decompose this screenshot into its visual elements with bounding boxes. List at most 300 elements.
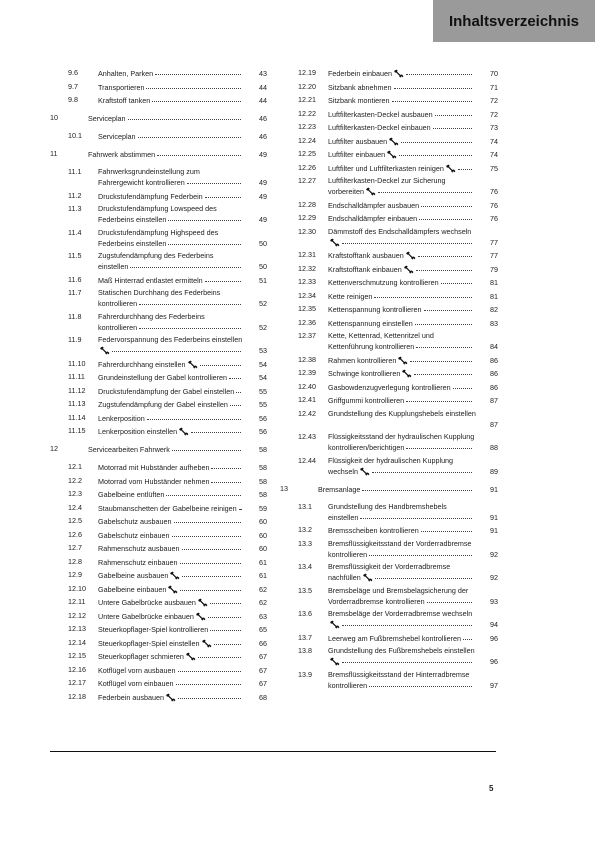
toc-entry[interactable]	[280, 395, 498, 406]
toc-entry[interactable]	[50, 167, 267, 188]
toc-entry[interactable]	[50, 444, 267, 455]
toc-entry[interactable]	[50, 312, 267, 333]
toc-entry-title-wrap	[98, 312, 245, 333]
wrench-icon	[100, 346, 110, 355]
toc-entry[interactable]	[50, 149, 267, 160]
toc-entry-page: 65	[259, 625, 267, 634]
wrench-icon	[166, 693, 176, 702]
toc-entry[interactable]	[280, 502, 498, 523]
dot-leader	[435, 108, 472, 116]
toc-entry-page: 44	[259, 96, 267, 105]
toc-entry-title-wrap	[98, 462, 245, 473]
dot-leader	[399, 148, 472, 156]
toc-entry-title-wrap	[328, 122, 476, 133]
toc-entry[interactable]	[50, 359, 267, 370]
toc-entry-page: 82	[490, 305, 498, 314]
toc-entry[interactable]	[50, 82, 267, 93]
toc-entry-title-wrap	[328, 331, 476, 352]
toc-entry-title: Motorrad mit Hubständer aufheben	[98, 463, 210, 472]
toc-entry-page: 62	[259, 598, 267, 607]
toc-entry-number: 13.3	[298, 538, 312, 548]
toc-entry[interactable]	[280, 355, 498, 366]
toc-entry-page: 67	[259, 665, 267, 675]
toc-entry[interactable]	[50, 113, 267, 124]
toc-entry[interactable]	[50, 516, 267, 527]
toc-entry-title-wrap	[98, 530, 245, 541]
toc-entry[interactable]	[50, 570, 267, 581]
toc-entry-title-wrap	[328, 82, 476, 93]
toc-entry-title: Motorrad vom Hubständer nehmen	[98, 476, 210, 486]
toc-entry-title-wrap	[328, 382, 476, 393]
toc-entry[interactable]	[280, 586, 498, 607]
toc-entry-title-wrap	[328, 502, 476, 523]
toc-entry-page: 58	[259, 463, 267, 472]
toc-entry-number: 11.12	[68, 385, 86, 395]
dot-leader	[211, 475, 241, 483]
toc-entry-page: 87	[490, 419, 498, 429]
toc-entry[interactable]	[50, 386, 267, 397]
wrench-icon	[406, 251, 416, 260]
dot-leader	[138, 130, 241, 138]
toc-entry[interactable]	[280, 227, 498, 248]
dot-leader	[187, 176, 241, 184]
toc-entry-title-wrap	[98, 413, 245, 424]
toc-entry-number: 12.13	[68, 624, 86, 633]
toc-entry-number: 13.8	[298, 646, 312, 655]
dot-leader	[406, 394, 472, 402]
dot-leader	[230, 398, 241, 406]
toc-entry[interactable]	[280, 68, 498, 79]
toc-entry[interactable]	[280, 122, 498, 133]
dot-leader	[419, 212, 472, 220]
dot-leader	[205, 274, 241, 282]
wrench-icon	[202, 639, 212, 648]
toc-entry[interactable]	[280, 409, 498, 430]
dot-leader	[342, 618, 472, 626]
toc-entry[interactable]	[50, 275, 267, 286]
toc-entry[interactable]	[50, 95, 267, 106]
toc-entry-page: 58	[259, 490, 267, 499]
toc-entry-number: 13.9	[298, 669, 312, 679]
toc-entry-page: 63	[259, 611, 267, 621]
toc-entry-page: 84	[490, 342, 498, 351]
wrench-icon	[179, 427, 189, 436]
toc-entry[interactable]	[50, 584, 267, 595]
toc-entry-title: Luftfilter und Luftfilterkasten reinigen	[328, 163, 444, 173]
dot-leader	[168, 237, 241, 245]
toc-entry[interactable]	[280, 525, 498, 536]
toc-entry-title: Kotflügel vorn einbauen	[98, 679, 174, 688]
toc-entry-number: 12.23	[298, 122, 316, 131]
toc-entry-title: Grundstellung des Fußbremshebels einstellen	[328, 646, 475, 655]
toc-entry-title: Lenkerposition	[98, 413, 145, 423]
toc-entry-number: 12.35	[298, 304, 316, 313]
toc-entry[interactable]	[280, 163, 498, 174]
toc-entry-page: 46	[259, 132, 267, 141]
toc-entry-title: Kette, Kettenrad, Kettenritzel und Kettenführung kontrollieren	[328, 331, 434, 351]
page-title: Inhaltsverzeichnis	[448, 12, 580, 30]
toc-entry[interactable]	[50, 204, 267, 225]
toc-entry-title-wrap	[328, 95, 476, 106]
toc-entry-page: 55	[259, 400, 267, 409]
toc-entry-number: 11.4	[68, 227, 82, 237]
toc-entry[interactable]	[50, 530, 267, 541]
toc-entry[interactable]	[280, 304, 498, 315]
toc-entry-title: Kotflügel vorn ausbauen	[98, 665, 176, 675]
toc-entry-title: Grundstellung des Handbremshebels einstellen	[328, 501, 447, 522]
toc-entry[interactable]	[50, 597, 267, 608]
toc-entry-number: 9.7	[68, 81, 78, 91]
toc-entry-title: Serviceplan	[98, 132, 136, 141]
toc-entry-title: Untere Gabelbrücke einbauen	[98, 611, 194, 621]
dot-leader	[211, 461, 241, 469]
toc-entry-page: 74	[490, 150, 498, 159]
dot-leader	[372, 465, 472, 473]
toc-entry-title-wrap	[98, 638, 245, 649]
toc-entry[interactable]	[50, 624, 267, 635]
toc-entry-title: Kette reinigen	[328, 291, 373, 301]
toc-entry-page: 86	[490, 355, 498, 365]
toc-entry[interactable]	[280, 318, 498, 329]
toc-entry-number: 12.42	[298, 408, 316, 418]
toc-entry-title: Fahrwerk abstimmen	[88, 150, 156, 159]
dot-leader	[453, 381, 472, 389]
toc-entry[interactable]	[50, 489, 267, 500]
toc-entry-page: 79	[490, 264, 498, 274]
toc-entry[interactable]	[280, 277, 498, 288]
toc-entry-title: Gabelbeine ausbauen	[98, 571, 169, 580]
wrench-icon	[363, 573, 373, 582]
toc-entry-title: Steuerkopflager-Spiel kontrollieren	[98, 625, 209, 634]
toc-entry-title: Bremsflüssigkeitsstand der Vorderradbremse kontrollieren	[328, 538, 472, 559]
toc-entry-number: 12.41	[298, 395, 316, 404]
toc-entry-title-wrap	[328, 163, 476, 174]
toc-entry-page: 52	[259, 322, 267, 332]
toc-entry[interactable]	[50, 665, 267, 676]
toc-entry-title: Zugstufendämpfung der Gabel einstellen	[98, 400, 228, 409]
toc-entry-title-wrap	[98, 597, 245, 608]
toc-entry-number: 12.31	[298, 250, 316, 259]
toc-entry-title: Steuerkopflager schmieren	[98, 652, 184, 661]
dot-leader	[172, 443, 241, 451]
toc-entry-title-wrap	[98, 516, 245, 527]
toc-entry[interactable]	[280, 264, 498, 275]
toc-entry[interactable]	[280, 250, 498, 261]
wrench-icon	[446, 164, 456, 173]
toc-entry[interactable]	[50, 228, 267, 249]
toc-entry[interactable]	[50, 543, 267, 554]
toc-entry-number: 12.15	[68, 651, 86, 660]
toc-entry-title-wrap	[98, 386, 245, 397]
toc-entry-number: 12.33	[298, 277, 316, 286]
toc-entry-title-wrap	[98, 611, 245, 622]
toc-entry-title-wrap	[98, 288, 245, 309]
toc-entry[interactable]	[280, 291, 498, 302]
toc-entry-page: 59	[259, 503, 267, 513]
toc-entry[interactable]	[280, 432, 498, 453]
toc-entry-title-wrap	[98, 228, 245, 249]
toc-entry[interactable]	[50, 611, 267, 622]
toc-entry[interactable]	[50, 191, 267, 202]
toc-entry-page: 56	[259, 413, 267, 423]
toc-entry-title: Druckstufendämpfung Highspeed des Federbeins einstellen	[98, 227, 219, 248]
dot-leader	[128, 112, 241, 120]
toc-entry-page: 93	[490, 596, 498, 606]
toc-entry-number: 12.17	[68, 678, 86, 687]
toc-entry[interactable]	[280, 368, 498, 379]
dot-leader	[205, 190, 241, 198]
toc-entry-title: Kettenspannung kontrollieren	[328, 305, 422, 314]
toc-entry-title-wrap	[98, 557, 245, 568]
dot-leader	[421, 524, 472, 532]
dot-leader	[392, 94, 472, 102]
toc-entry-title-wrap	[98, 665, 245, 676]
dot-leader	[406, 441, 472, 449]
toc-entry-page: 54	[259, 359, 267, 369]
toc-entry-title-wrap	[328, 264, 476, 275]
toc-entry-page: 68	[259, 692, 267, 702]
toc-entry-number: 11.14	[68, 412, 86, 422]
toc-entry-number: 12.8	[68, 556, 82, 566]
toc-entry-page: 46	[259, 114, 267, 123]
wrench-icon	[394, 69, 404, 78]
toc-entry-page: 61	[259, 557, 267, 567]
toc-entry-number: 12.18	[68, 691, 86, 701]
toc-entry-page: 60	[259, 544, 267, 553]
toc-entry-page: 54	[259, 373, 267, 382]
dot-leader	[208, 610, 241, 618]
toc-entry[interactable]	[50, 426, 267, 437]
dot-leader	[178, 664, 241, 672]
toc-entry-title: Lenkerposition einstellen	[98, 427, 178, 436]
toc-entry-title-wrap	[328, 670, 476, 691]
toc-entry[interactable]	[50, 476, 267, 487]
toc-entry-page: 52	[259, 299, 267, 308]
toc-entry-title: Federvorspannung des Federbeins einstellen	[98, 335, 243, 344]
toc-entry[interactable]	[280, 670, 498, 691]
toc-entry[interactable]	[50, 678, 267, 689]
dot-leader	[421, 199, 472, 207]
dot-leader	[441, 276, 472, 284]
toc-entry[interactable]	[50, 638, 267, 649]
toc-entry-title: Endschalldämpfer einbauen	[328, 214, 418, 223]
dot-leader	[369, 548, 472, 556]
toc-entry[interactable]	[280, 109, 498, 120]
toc-entry-title-wrap	[88, 444, 245, 455]
toc-entry-page: 62	[259, 584, 267, 594]
toc-entry-page: 53	[259, 346, 267, 355]
toc-entry[interactable]	[50, 68, 267, 79]
toc-entry-number: 12.40	[298, 381, 316, 391]
toc-entry-number: 11.5	[68, 251, 82, 260]
toc-entry-title: Schwinge kontrollieren	[328, 369, 401, 378]
toc-entry-title: Leerweg am Fußbremshebel kontrollieren	[328, 633, 462, 643]
toc-entry[interactable]	[50, 651, 267, 662]
toc-entry-title-wrap	[98, 68, 245, 79]
toc-entry[interactable]	[280, 484, 498, 495]
toc-entry-number: 12.7	[68, 543, 82, 552]
toc-entry-number: 12.10	[68, 583, 86, 593]
dot-leader	[130, 260, 241, 268]
toc-entry-title: Grundeinstellung der Gabel kontrollieren	[98, 373, 228, 382]
dot-leader	[214, 637, 242, 645]
toc-entry-number: 13.6	[298, 609, 312, 618]
toc-entry-title-wrap	[328, 586, 476, 607]
toc-entry[interactable]	[280, 95, 498, 106]
toc-entry-title: Gabelbeine einbauen	[98, 584, 167, 594]
toc-entry-title: Rahmenschutz ausbauen	[98, 544, 180, 553]
toc-entry-page: 72	[490, 96, 498, 105]
toc-entry-title: Flüssigkeit der hydraulischen Kupplung wechseln	[328, 455, 454, 476]
toc-entry-page: 91	[490, 484, 498, 494]
toc-entry-page: 58	[259, 445, 267, 454]
toc-entry-number: 12.19	[298, 68, 316, 77]
toc-entry[interactable]	[50, 131, 267, 142]
toc-entry-number: 13.2	[298, 525, 312, 534]
dot-leader	[378, 185, 472, 193]
toc-entry-title: Fahrwerksgrundeinstellung zum Fahrergewicht kontrollieren	[98, 167, 200, 187]
toc-entry-title-wrap	[98, 275, 245, 286]
wrench-icon	[168, 585, 178, 594]
toc-entry-number: 12.4	[68, 502, 82, 512]
toc-entry-title-wrap	[328, 291, 476, 302]
toc-entry-title-wrap	[98, 359, 245, 370]
toc-entry[interactable]	[280, 633, 498, 644]
toc-entry-number: 12.1	[68, 462, 82, 471]
toc-entry-title: Untere Gabelbrücke ausbauen	[98, 598, 196, 607]
dot-leader	[178, 691, 241, 699]
wrench-icon	[402, 369, 412, 378]
toc-entry-page: 44	[259, 82, 267, 92]
dot-leader	[239, 502, 241, 510]
wrench-icon	[330, 620, 340, 629]
toc-entry-title: Steuerkopflager-Spiel einstellen	[98, 638, 200, 648]
toc-entry[interactable]	[50, 399, 267, 410]
toc-entry-page: 49	[259, 150, 267, 159]
toc-entry-page: 61	[259, 571, 267, 580]
toc-entry[interactable]	[280, 213, 498, 224]
toc-entry-number: 12.5	[68, 516, 82, 525]
wrench-icon	[360, 467, 370, 476]
toc-entry[interactable]	[280, 200, 498, 211]
toc-entry-title-wrap	[328, 304, 476, 315]
toc-entry-number: 13	[280, 483, 288, 493]
toc-entry-number: 12.26	[298, 162, 316, 172]
toc-entry[interactable]	[280, 646, 498, 667]
toc-entry-title-wrap	[88, 149, 245, 160]
toc-entry-page: 70	[490, 69, 498, 78]
toc-entry-title: Bremsanlage	[318, 484, 361, 494]
toc-entry-title: Druckstufendämpfung der Gabel einstellen	[98, 386, 235, 396]
toc-entry-title-wrap	[328, 646, 476, 667]
toc-entry[interactable]	[280, 82, 498, 93]
toc-entry[interactable]	[280, 539, 498, 560]
toc-entry-title-wrap	[318, 484, 476, 495]
toc-entry-title-wrap	[328, 277, 476, 288]
toc-entry[interactable]	[280, 609, 498, 630]
toc-entry-number: 10.1	[68, 131, 82, 140]
toc-entry[interactable]	[280, 456, 498, 477]
toc-entry[interactable]	[50, 557, 267, 568]
toc-entry-title: Maß Hinterrad entlastet ermitteln	[98, 275, 203, 285]
toc-entry[interactable]	[50, 413, 267, 424]
toc-entry-title: Bremsflüssigkeit der Vorderradbremse nachfüllen	[328, 562, 451, 582]
toc-entry-title-wrap	[328, 395, 476, 406]
toc-entry-page: 91	[490, 526, 498, 535]
toc-entry[interactable]	[280, 136, 498, 147]
toc-entry-number: 11.6	[68, 274, 82, 284]
wrench-icon	[389, 137, 399, 146]
toc-entry-page: 77	[490, 251, 498, 260]
toc-entry-page: 92	[490, 549, 498, 559]
toc-entry[interactable]	[280, 176, 498, 197]
dot-leader	[174, 515, 241, 523]
toc-entry-page: 55	[259, 386, 267, 396]
toc-entry-title-wrap	[98, 191, 245, 202]
toc-entry[interactable]	[50, 335, 267, 356]
toc-entry-title: Luftfilter ausbauen	[328, 136, 388, 146]
toc-entry-title-wrap	[98, 476, 245, 487]
toc-entry[interactable]	[50, 372, 267, 383]
toc-entry-number: 12.16	[68, 664, 86, 674]
toc-entry-title: Fahrerdurchhang des Federbeins kontrollieren	[98, 311, 205, 332]
toc-entry-page: 91	[490, 512, 498, 522]
toc-entry-title: Transportieren	[98, 82, 145, 92]
dot-leader	[416, 263, 472, 271]
toc-entry[interactable]	[280, 331, 498, 352]
wrench-icon	[170, 571, 180, 580]
toc-entry-title-wrap	[98, 678, 245, 689]
dot-leader	[433, 121, 472, 129]
toc-entry-number: 12.12	[68, 610, 86, 620]
toc-entry-title: Bremsbeläge der Vorderradbremse wechseln	[328, 609, 473, 618]
toc-entry-title-wrap	[328, 525, 476, 536]
toc-entry-title-wrap	[88, 113, 245, 124]
toc-entry-number: 10	[50, 113, 58, 122]
toc-entry-number: 12.6	[68, 529, 82, 539]
toc-entry-title: Servicearbeiten Fahrwerk	[88, 445, 170, 454]
toc-entry-number: 11.13	[68, 399, 86, 408]
toc-entry-page: 49	[259, 215, 267, 224]
dot-leader	[394, 81, 472, 89]
toc-entry[interactable]	[50, 503, 267, 514]
dot-leader	[210, 623, 241, 631]
toc-entry-page: 49	[259, 191, 267, 201]
dot-leader	[415, 317, 472, 325]
toc-entry[interactable]	[280, 149, 498, 160]
toc-entry[interactable]	[280, 382, 498, 393]
toc-entry-title: Bremsbeläge und Bremsbelagsicherung der Vorderradbremse kontrollieren	[328, 585, 469, 606]
toc-entry[interactable]	[50, 692, 267, 703]
toc-entry-title: Federbein einbauen	[328, 69, 392, 78]
toc-entry-title: Kraftstoff tanken	[98, 96, 151, 105]
toc-entry-page: 71	[490, 82, 498, 92]
toc-entry-number: 11.1	[68, 167, 82, 176]
toc-entry[interactable]	[50, 462, 267, 473]
dot-leader	[152, 94, 241, 102]
toc-entry[interactable]	[280, 562, 498, 583]
toc-entry[interactable]	[50, 251, 267, 272]
wrench-icon	[196, 612, 206, 621]
toc-entry-page: 76	[490, 214, 498, 223]
toc-entry-title: Staubmanschetten der Gabelbeine reinigen	[98, 503, 237, 513]
toc-entry-page: 67	[259, 652, 267, 661]
dot-leader	[157, 148, 241, 156]
toc-entry-title: Fahrerdurchhang einstellen	[98, 359, 186, 369]
wrench-icon	[366, 187, 376, 196]
toc-entry-title: Bremsflüssigkeitsstand der Hinterradbremse kontrollieren	[328, 669, 470, 690]
toc-entry[interactable]	[50, 288, 267, 309]
